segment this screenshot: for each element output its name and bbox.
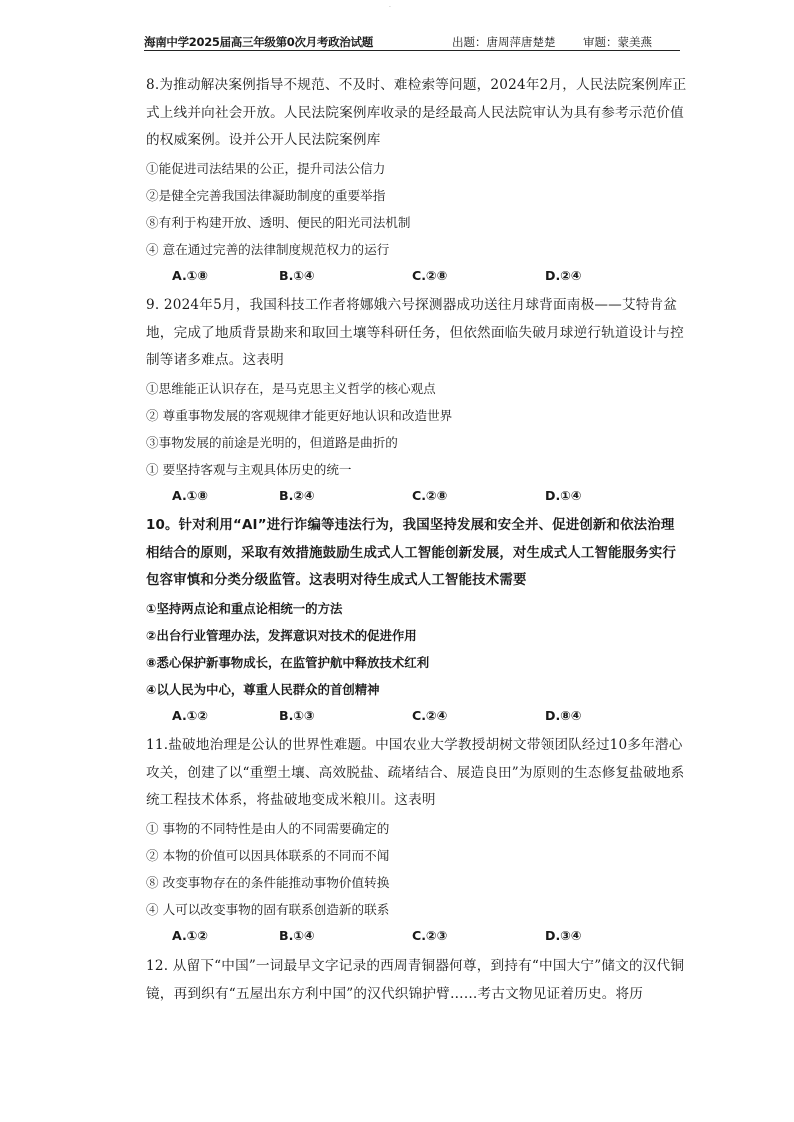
option-3: ⑧ 改变事物存在的条件能推动事物价值转换 bbox=[146, 875, 390, 891]
question-9 bbox=[146, 292, 688, 512]
answer-c: C.②⑧ bbox=[412, 487, 448, 503]
answer-b: B.①④ bbox=[279, 267, 315, 283]
option-3: ③事物发展的前途是光明的，但道路是曲折的 bbox=[146, 435, 398, 451]
question-12 bbox=[146, 953, 688, 1008]
reviewer-credit: 审题：蒙美燕 bbox=[583, 35, 652, 49]
answer-d: D.③④ bbox=[545, 927, 582, 943]
answer-c: C.②④ bbox=[412, 707, 448, 723]
question-11 bbox=[146, 732, 688, 952]
answer-b: B.②④ bbox=[279, 487, 315, 503]
question-stem: 11.盐破地治理是公认的世界性难题。中国农业大学教授胡树文带领团队经过10多年潜心攻关，创建了以“重塑土壤、高效脱盐、疏堵结合、展造良田”为原则的生态修复盐破地系统工程技术体系，将盐破地变成米粮川。这表明 bbox=[146, 737, 685, 808]
answer-d: D.①④ bbox=[545, 487, 582, 503]
question-8 bbox=[146, 72, 688, 292]
exam-title: 海南中学2025届高三年级第0次月考政治试题 bbox=[144, 35, 373, 49]
question-stem: 8.为推动解决案例指导不规范、不及时、难检索等问题，2024年2月，人民法院案例库正式上线并向社会开放。人民法院案例库收录的是经最高人民法院审认为具有参考示范价值的权威案例。设并公开人民法院案例库 bbox=[146, 77, 687, 148]
question-stem: 10。针对利用“AI”进行诈编等违法行为，我国坚持发展和安全并、促进创新和依法治理相结合的原则，采取有效措施鼓励生成式人工智能创新发展，对生成式人工智能服务实行包容审慎和分类分级监管。这表明对待生成式人工智能技术需要 bbox=[146, 518, 677, 588]
author-credit: 出题：唐周萍唐楚楚 bbox=[452, 35, 556, 49]
question-stem: 12. 从留下“中国”一词最早文字记录的西周青铜器何尊，到持有“中国大宁”储文的汉代铜镜，再到织有“五屋出东方利中国”的汉代织锦护臂……考古文物见证着历史。将历 bbox=[146, 958, 685, 1002]
option-3: ⑧悉心保护新事物成长，在监管护航中释放技术红利 bbox=[146, 655, 430, 671]
answer-c: C.②③ bbox=[412, 927, 448, 943]
answer-d: D.②④ bbox=[545, 267, 582, 283]
answer-b: B.①③ bbox=[279, 707, 315, 723]
option-2: ② 尊重事物发展的客观规律才能更好地认识和改造世界 bbox=[146, 407, 453, 423]
option-1: ① 事物的不同特性是由人的不同需要确定的 bbox=[146, 820, 390, 836]
scan-dot: · bbox=[389, 4, 391, 11]
page-header bbox=[144, 34, 680, 51]
option-4: ① 要坚持客观与主观具体历史的统一 bbox=[146, 462, 352, 478]
question-stem: 9. 2024年5月，我国科技工作者将娜娥六号探测器成功送往月球背面南极——艾特肯盆地，完成了地质背景勘来和取回土壤等科研任务，但依然面临失破月球逆行轨道设计与控制等诸多难点。这表明 bbox=[146, 297, 684, 368]
answer-choices bbox=[146, 704, 688, 732]
option-1: ①坚持两点论和重点论相统一的方法 bbox=[146, 600, 343, 616]
option-2: ②出台行业管理办法，发挥意识对技术的促进作用 bbox=[146, 627, 417, 643]
answer-b: B.①④ bbox=[279, 927, 315, 943]
option-2: ②是健全完善我国法律凝助制度的重要举指 bbox=[146, 187, 386, 203]
answer-choices bbox=[146, 924, 688, 952]
option-1: ①思维能正认识存在，是马克思主义哲学的核心观点 bbox=[146, 380, 436, 396]
option-3: ⑧有利于构建开放、透明、便民的阳光司法机制 bbox=[146, 215, 411, 231]
answer-a: A.①② bbox=[172, 707, 209, 723]
answer-d: D.⑧④ bbox=[545, 707, 582, 723]
option-4: ④以人民为中心，尊重人民群众的首创精神 bbox=[146, 682, 380, 698]
option-4: ④ 人可以改变事物的固有联系创造新的联系 bbox=[146, 902, 390, 918]
option-2: ② 本物的价值可以因具体联系的不同而不闻 bbox=[146, 847, 390, 863]
answer-choices bbox=[146, 264, 688, 292]
answer-choices bbox=[146, 484, 688, 512]
answer-a: A.①② bbox=[172, 927, 209, 943]
option-4: ④ 意在通过完善的法律制度规范权力的运行 bbox=[146, 242, 390, 258]
question-10 bbox=[146, 512, 688, 732]
answer-c: C.②⑧ bbox=[412, 267, 448, 283]
option-1: ①能促进司法结果的公正，提升司法公信力 bbox=[146, 160, 386, 176]
answer-a: A.①⑧ bbox=[172, 267, 209, 283]
answer-a: A.①⑧ bbox=[172, 487, 209, 503]
